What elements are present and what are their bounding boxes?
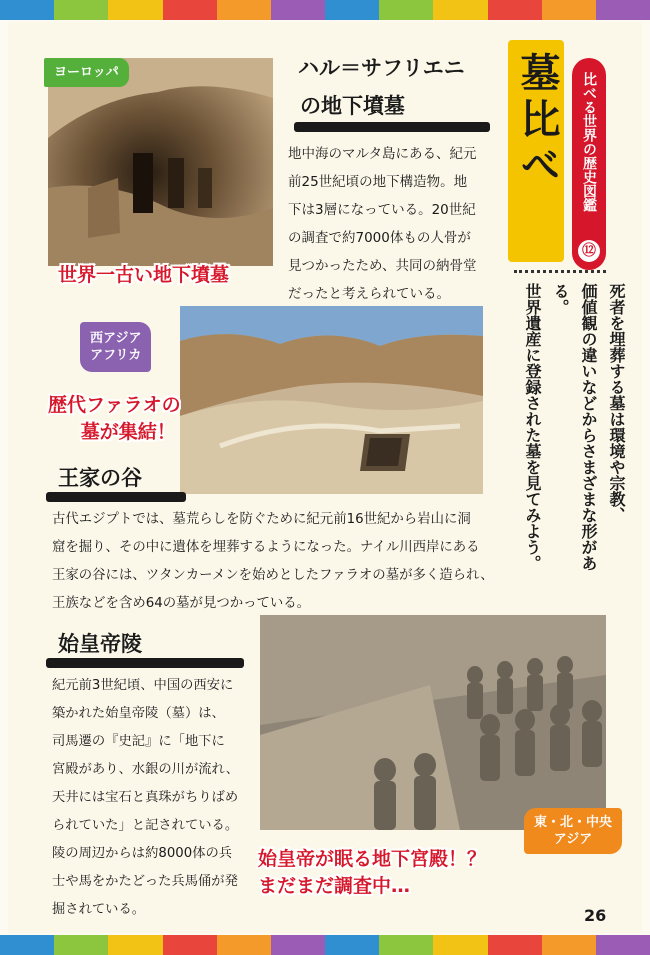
terracotta-army-photo xyxy=(260,615,606,830)
stripe-segment xyxy=(596,0,650,20)
region-label: アフリカ xyxy=(90,348,142,363)
body-line: 前25世紀頃の地下構造物。地 xyxy=(288,174,468,190)
hal-saflieni-photo xyxy=(48,58,273,266)
hal-heading-underline xyxy=(294,122,490,132)
stripe-segment xyxy=(379,0,433,20)
hal-caption: 世界一古い地下墳墓 xyxy=(58,264,230,286)
intro-text xyxy=(518,283,630,583)
stripe-segment xyxy=(596,935,650,955)
body-line: 陵の周辺からは約8000体の兵 xyxy=(52,846,233,861)
stripe-segment xyxy=(379,935,433,955)
body-line: 司馬遷の『史記』に「地下に xyxy=(52,734,225,749)
stripe-segment xyxy=(217,0,271,20)
body-line: 紀元前3世紀頃、中国の西安に xyxy=(52,678,234,693)
caption-line: 墓が集結！ xyxy=(80,421,176,443)
intro-line: 世界遺産に登録された墓を見てみよう。 xyxy=(523,283,542,571)
region-label: アジア xyxy=(553,832,593,847)
valley-heading: 王家の谷 xyxy=(58,466,142,490)
body-line: 掘されている。 xyxy=(52,902,146,917)
heading-line: の地下墳墓 xyxy=(300,94,405,118)
body-line: 宮殿があり、水銀の川が流れ、 xyxy=(52,762,239,777)
region-flag-east-asia xyxy=(524,808,622,854)
top-color-stripe xyxy=(0,0,650,20)
stripe-segment xyxy=(217,935,271,955)
stripe-segment xyxy=(0,935,54,955)
shihuang-heading: 始皇帝陵 xyxy=(58,632,142,656)
hal-body xyxy=(288,140,476,308)
terracotta-illustration xyxy=(260,615,606,830)
stripe-segment xyxy=(0,0,54,20)
intro-dotted-rule xyxy=(514,270,606,273)
heading-line: ハル＝サフリエニ xyxy=(298,56,465,80)
body-line: だったと考えられている。 xyxy=(288,286,450,302)
stripe-segment xyxy=(542,0,596,20)
body-line: 築かれた始皇帝陵（墓）は、 xyxy=(52,706,225,721)
shihuang-body xyxy=(52,672,239,924)
stripe-segment xyxy=(54,935,108,955)
intro-line: 価値観の違いなどからさまざまな形がある。 xyxy=(551,283,598,571)
valley-body xyxy=(52,506,494,618)
stripe-segment xyxy=(108,935,162,955)
body-line: 窟を掘り、その中に遺体を埋葬するようになった。ナイル川西岸にある xyxy=(52,540,480,555)
page-title: 墓比べ xyxy=(514,52,560,190)
stripe-segment xyxy=(488,0,542,20)
stripe-segment xyxy=(54,0,108,20)
stripe-segment xyxy=(433,935,487,955)
intro-line: 死者を埋葬する墓は環境や宗教、 xyxy=(607,283,626,523)
page-number: 26 xyxy=(584,906,607,925)
body-line: 天井には宝石と真珠がちりばめ xyxy=(52,790,239,805)
body-line: 王家の谷には、ツタンカーメンを始めとしたファラオの墓が多く造られ、 xyxy=(52,568,494,583)
body-line: 王族などを含め64の墓が見つかっている。 xyxy=(52,596,311,611)
stripe-segment xyxy=(488,935,542,955)
region-flag-west-asia-africa xyxy=(80,322,151,372)
region-label: 東・北・中央 xyxy=(534,815,613,830)
stripe-segment xyxy=(542,935,596,955)
stripe-segment xyxy=(108,0,162,20)
valley-of-kings-photo xyxy=(180,306,483,494)
stripe-segment xyxy=(325,0,379,20)
series-number: ⑫ xyxy=(582,243,596,259)
body-line: 下は3層になっている。20世紀 xyxy=(288,202,476,218)
body-line: の調査で約7000体もの人骨が xyxy=(288,230,471,246)
body-line: 見つかったため、共同の納骨堂 xyxy=(288,258,477,274)
valley-caption xyxy=(48,392,181,446)
caption-line: 歴代ファラオの xyxy=(48,394,181,416)
caption-line: 始皇帝が眠る地下宮殿！？ xyxy=(258,848,487,870)
body-line: 士や馬をかたどった兵馬俑が発 xyxy=(52,874,238,889)
body-line: 古代エジプトでは、墓荒らしを防ぐために紀元前16世紀から岩山に洞 xyxy=(52,512,471,527)
valley-illustration xyxy=(180,306,483,494)
stripe-segment xyxy=(271,935,325,955)
body-line: られていた」と記されている。 xyxy=(52,818,239,833)
shihuang-caption xyxy=(258,846,486,900)
region-flag-europe xyxy=(44,58,129,87)
stripe-segment xyxy=(325,935,379,955)
caption-line: まだまだ調査中… xyxy=(258,875,411,897)
stripe-segment xyxy=(271,0,325,20)
region-label: ヨーロッパ xyxy=(54,65,119,80)
body-line: 地中海のマルタ島にある、紀元 xyxy=(288,146,477,162)
stripe-segment xyxy=(163,0,217,20)
bottom-color-stripe xyxy=(0,935,650,955)
stripe-segment xyxy=(433,0,487,20)
hal-heading xyxy=(298,52,465,122)
series-number-badge xyxy=(578,240,600,262)
stripe-segment xyxy=(163,935,217,955)
series-label: 比べる世界の歴史図鑑 xyxy=(581,72,597,212)
shihuang-heading-underline xyxy=(46,658,244,668)
valley-heading-underline xyxy=(46,492,186,502)
region-label: 西アジア xyxy=(90,331,142,346)
cave-illustration xyxy=(48,58,273,266)
